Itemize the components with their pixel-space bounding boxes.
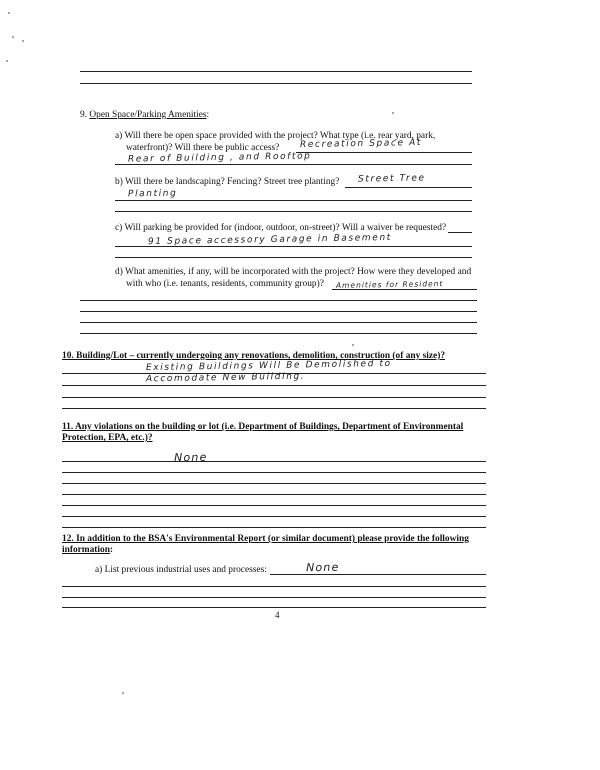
answer-line — [80, 311, 477, 312]
section-12-heading-line2: information: — [62, 545, 114, 555]
answer-11: None — [173, 450, 208, 465]
answer-line — [62, 397, 486, 398]
answer-line — [296, 152, 472, 153]
question-9d-line1: d) What amenities, if any, will be incorporated with the project? How were they developed and — [115, 267, 472, 277]
answer-line — [270, 574, 486, 575]
answer-line — [115, 200, 472, 201]
scan-speck — [12, 36, 14, 38]
answer-line — [115, 246, 472, 247]
answer-9c: 91 Space accessory Garage in Basement — [147, 232, 392, 248]
answer-9d: Amenities for Resident — [335, 279, 444, 290]
answer-line — [62, 597, 486, 598]
scan-speck — [352, 344, 354, 346]
answer-line — [80, 300, 477, 301]
scan-speck — [392, 112, 394, 114]
question-9b: b) Will there be landscaping? Fencing? Street tree planting? — [115, 177, 340, 187]
answer-line — [62, 483, 486, 484]
question-9a-line2: waterfront)? Will there be public access? — [126, 143, 280, 153]
answer-10-line1: Existing Buildings Will Be Demolished to — [145, 358, 392, 374]
answer-line — [80, 71, 472, 72]
scan-speck — [8, 12, 10, 14]
question-9a-line1: a) Will there be open space provided with the project? What type (i.e. rear yard, park, — [115, 131, 436, 141]
answer-line — [62, 494, 486, 495]
answer-line — [80, 333, 477, 334]
answer-line — [62, 408, 486, 409]
question-9c: c) Will parking be provided for (indoor, outdoor, on-street)? Will a waiver be requested? — [115, 223, 447, 233]
answer-line — [115, 211, 472, 212]
section-10-heading: 10. Building/Lot – currently undergoing any renovations, demolition, construction (of any size)? — [62, 351, 446, 361]
answer-line — [62, 505, 486, 506]
section-11-heading-line2: Protection, EPA, etc.)? — [62, 433, 153, 443]
answer-line — [115, 257, 472, 258]
section-12-heading-line1: 12. In addition to the BSA's Environmental Report (or similar document) please provide the following — [62, 534, 469, 544]
answer-line — [62, 472, 486, 473]
answer-line — [332, 289, 477, 290]
section-11-heading-line1: 11. Any violations on the building or lot (i.e. Department of Buildings, Department of Environmental — [62, 422, 464, 432]
scan-speck — [122, 692, 124, 694]
answer-line — [80, 322, 477, 323]
answer-9a-line2: Rear of Building , and Rooftop — [127, 151, 312, 165]
question-12a: a) List previous industrial uses and processes: — [95, 565, 267, 575]
answer-line — [62, 586, 486, 587]
answer-9b-line2: Planting — [127, 188, 178, 200]
answer-line — [62, 607, 486, 608]
answer-9a-line1: Recreation Space At — [299, 137, 423, 151]
question-9d-line2: with who (i.e. tenants, residents, community group)? — [126, 279, 324, 289]
answer-line — [115, 164, 472, 165]
answer-12a: None — [305, 560, 340, 575]
answer-line — [62, 385, 486, 386]
answer-10-line2: Accomodate New Building. — [145, 371, 306, 385]
page-number: 4 — [275, 610, 280, 620]
section-9-heading: 9. Open Space/Parking Amenities: — [80, 110, 210, 120]
answer-line — [345, 187, 472, 188]
scan-speck — [6, 60, 8, 62]
answer-line — [62, 527, 486, 528]
answer-line — [62, 516, 486, 517]
answer-line — [80, 83, 472, 84]
answer-line — [62, 461, 486, 462]
answer-line — [448, 232, 472, 233]
answer-9b-line1: Street Tree — [357, 173, 426, 185]
scan-speck — [22, 40, 24, 42]
